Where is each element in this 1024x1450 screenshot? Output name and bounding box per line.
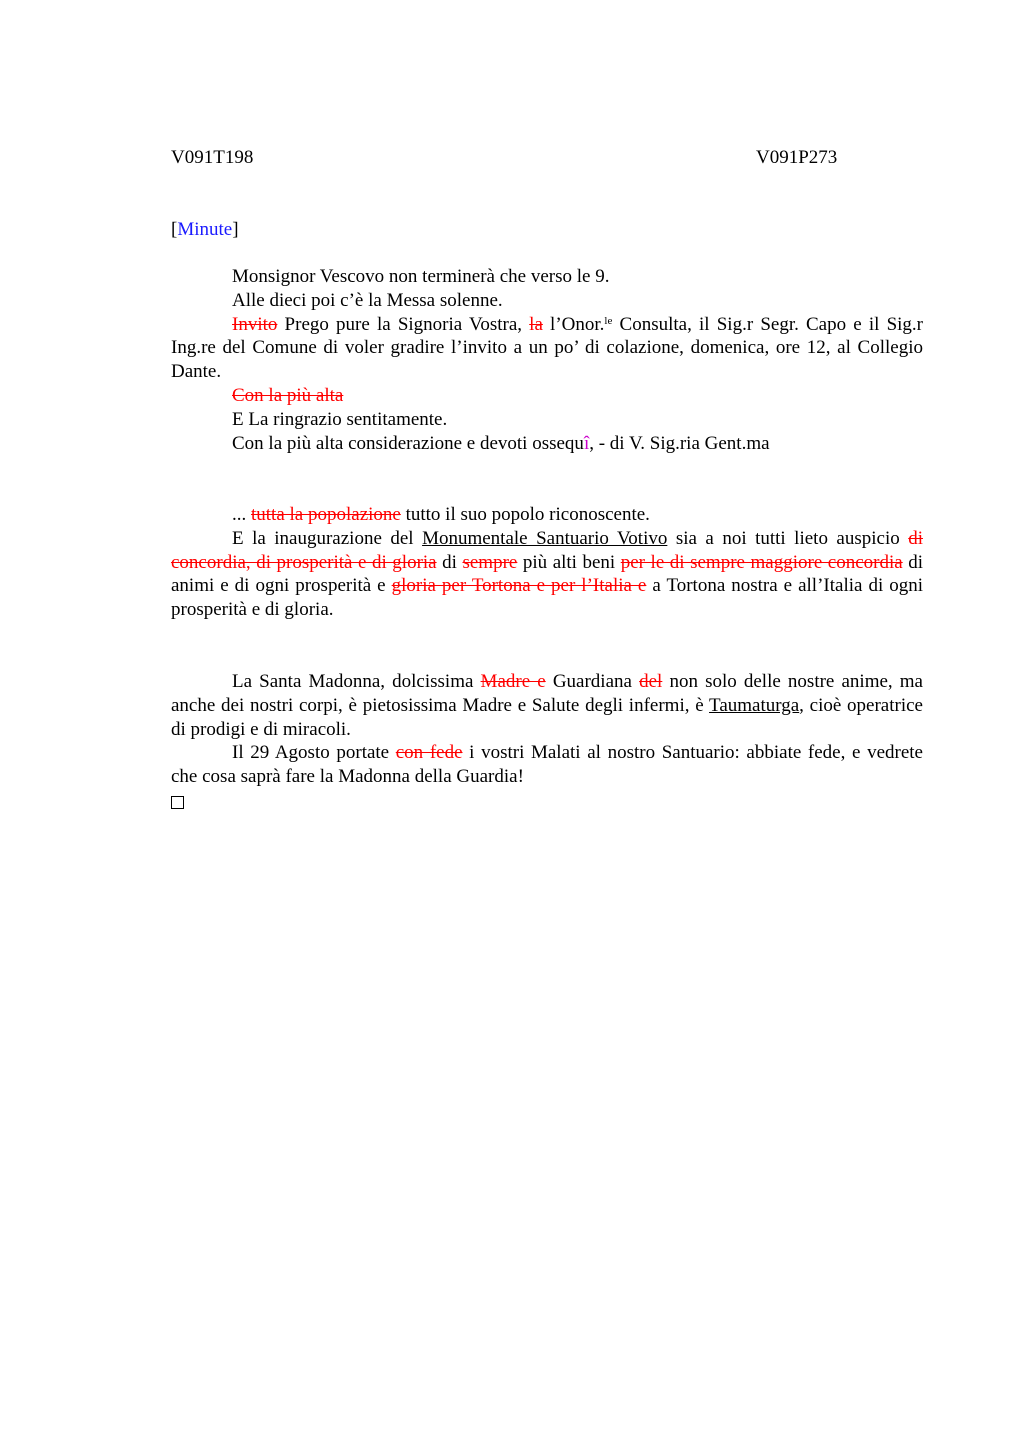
paragraph-closing bbox=[171, 432, 923, 456]
end-square-icon bbox=[171, 796, 184, 809]
underlined-text: Taumaturga bbox=[709, 694, 800, 716]
paragraph-text: a Tortona nostra e all’Italia di ogni prosperità e di gloria. bbox=[171, 575, 923, 621]
paragraph-text: Guardiana bbox=[545, 671, 640, 692]
paragraph-vescovo: Monsignor Vescovo non terminerà che verso le 9. bbox=[232, 266, 610, 287]
paragraph-text: Consulta, il Sig.r Segr. Capo e il Sig.r Ing.re del Comune di voler gradire l’invito a un po’ di colazione, domenica, ore 12, al Collegio Dante. bbox=[171, 313, 924, 383]
paragraph-text: , cioè operatrice di prodigi e di miracoli. bbox=[171, 694, 923, 740]
paragraph-text: non solo delle nostre anime, ma anche dei nostri corpi, è pietosissima Madre e Salute degli infermi, è bbox=[171, 671, 923, 716]
paragraph-text: sia a noi tutti lieto auspicio bbox=[667, 527, 909, 549]
label-close-bracket: ] bbox=[232, 219, 239, 240]
paragraph-agosto bbox=[171, 741, 923, 789]
paragraph-text: ... bbox=[232, 504, 251, 525]
paragraph-text: di bbox=[436, 551, 463, 573]
end-marker-row bbox=[171, 789, 923, 813]
popolo-block bbox=[171, 503, 923, 622]
deleted-text: sempre bbox=[462, 551, 518, 573]
deleted-text: la bbox=[529, 313, 543, 335]
letter-block bbox=[171, 265, 923, 455]
right-document-code: V091P273 bbox=[756, 147, 838, 168]
superscript-text: le bbox=[604, 314, 613, 327]
deleted-text: di concordia, di prosperità e di gloria bbox=[171, 527, 923, 573]
paragraph-messa: Alle dieci poi c’è la Messa solenne. bbox=[232, 289, 503, 311]
deleted-text: gloria per Tortona e per l’Italia e bbox=[391, 575, 647, 597]
deleted-text: per le di sempre maggiore concordia bbox=[620, 551, 903, 573]
paragraph-text: i vostri Malati al nostro Santuario: abbiate fede, e vedrete che cosa saprà fare la Madonna della Guardia! bbox=[171, 742, 923, 788]
deleted-text: del bbox=[639, 671, 663, 692]
left-document-code: V091T198 bbox=[171, 147, 254, 168]
paragraph-text: Con la più alta considerazione e devoti ossequ bbox=[232, 432, 584, 454]
paragraph-inaugurazione bbox=[171, 527, 923, 622]
paragraph-invito bbox=[171, 313, 923, 384]
paragraph-ringrazio: E La ringrazio sentitamente. bbox=[232, 408, 448, 430]
deleted-text: Invito bbox=[232, 313, 278, 335]
paragraph-text: tutto il suo popolo riconoscente. bbox=[400, 504, 650, 525]
underlined-text: Monumentale Santuario Votivo bbox=[422, 527, 668, 549]
madonna-block bbox=[171, 670, 923, 813]
paragraph-text: di animi e di ogni prosperità e bbox=[171, 551, 924, 597]
paragraph-madonna bbox=[171, 670, 923, 741]
highlighted-character: î bbox=[583, 432, 590, 454]
deleted-text: tutta la popolazione bbox=[251, 504, 401, 525]
paragraph-text: Prego pure la Signoria Vostra, bbox=[277, 313, 530, 335]
paragraph-text: , - di V. Sig.ria Gent.ma bbox=[589, 432, 770, 454]
label-text: Minute bbox=[177, 219, 233, 240]
deleted-text: Madre e bbox=[480, 671, 546, 692]
paragraph-text: La Santa Madonna, dolcissima bbox=[232, 671, 481, 692]
paragraph-text: Il 29 Agosto portate bbox=[232, 742, 396, 764]
paragraph-deleted-line bbox=[171, 384, 923, 408]
label-open-bracket: [ bbox=[171, 219, 178, 240]
paragraph-text: E la inaugurazione del bbox=[232, 527, 423, 549]
section-label bbox=[171, 218, 239, 242]
paragraph-text: l’Onor. bbox=[542, 313, 605, 335]
paragraph-popolo bbox=[171, 503, 923, 527]
deleted-text: con fede bbox=[395, 742, 463, 764]
paragraph-text: più alti beni bbox=[517, 551, 621, 573]
deleted-text: Con la più alta bbox=[232, 384, 344, 406]
